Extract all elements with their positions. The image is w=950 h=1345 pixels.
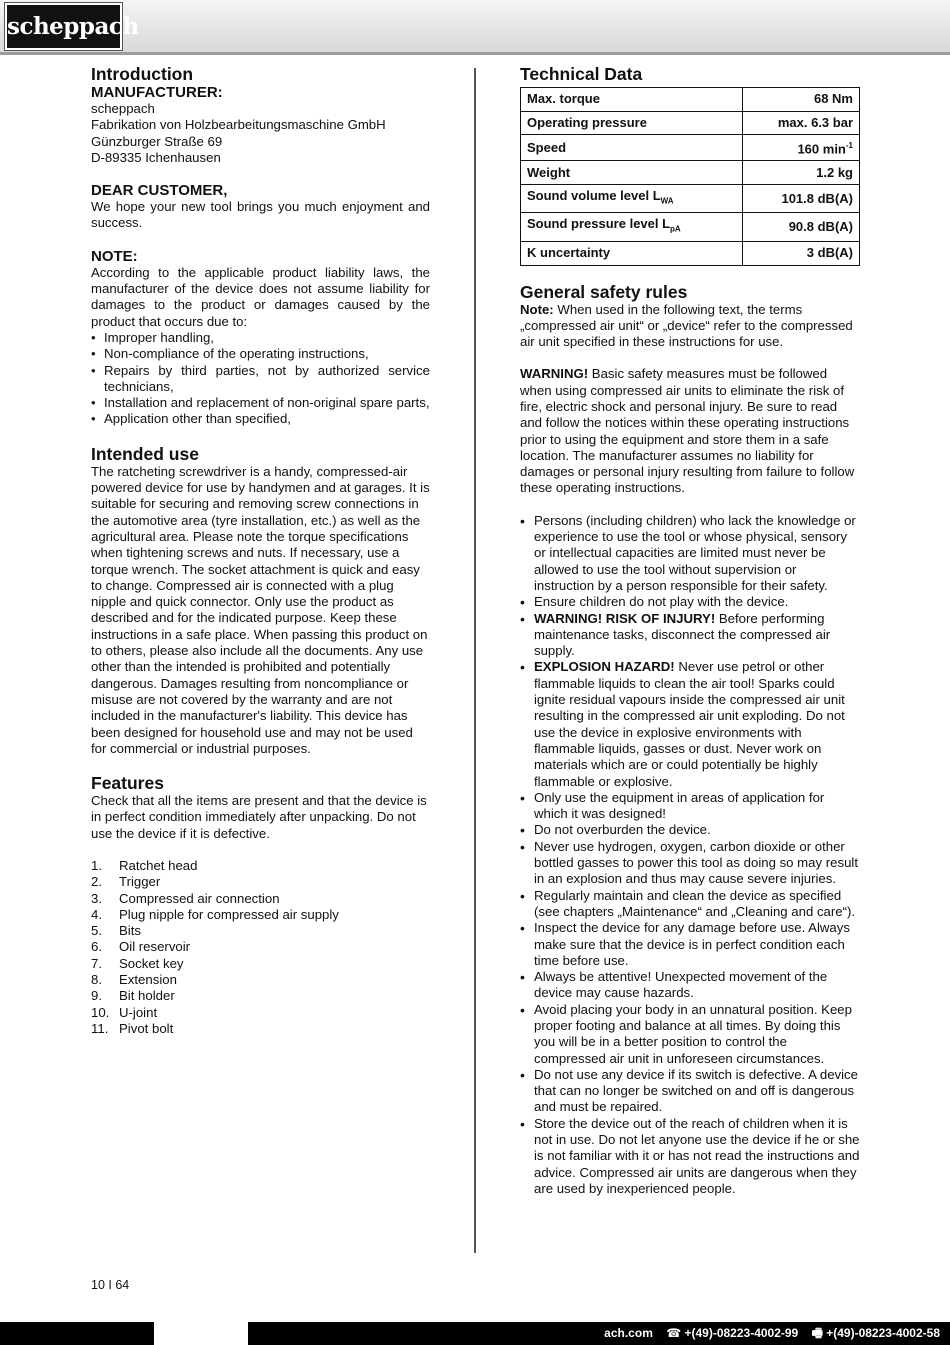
- safety-warning: WARNING! Basic safety measures must be followed when using compressed air units to eliminate the risk of fire, electric shock and personal injury. Be sure to read and follow the notices within these operating instructions prior to using the equipment and store them in a safe location. The manufacturer assumes no liability for damages or personal injury resulting from failure to follow these operating instructions.: [520, 366, 855, 496]
- features-text: Check that all the items are present and that the device is in perfect condition immediately after unpacking. Do not use the device if it is defective.: [91, 793, 427, 841]
- features-list: [91, 858, 430, 1037]
- table-row: Sound volume level $L_{WA}$ 101.8 dB(A): [521, 184, 860, 213]
- list-item: • Application other than specified,: [91, 411, 430, 427]
- list-item: 7. Socket key: [91, 955, 184, 971]
- scheppach-logo: [5, 3, 139, 50]
- technical-data-title: Technical Data: [520, 64, 643, 84]
- table-row: K uncertainty 3 dB(A): [521, 242, 860, 266]
- list-item: • Persons (including children) who lack the knowledge or experience to use the tool or whose physical, sensory or intellectual capacities are limited must never be allowed to use the tool without supervision or instruction by a person responsible for their safety.: [520, 513, 860, 594]
- liability-list: [91, 330, 430, 428]
- note-title: NOTE:: [91, 247, 138, 265]
- page-footer: [0, 1322, 950, 1345]
- list-item: • Repairs by third parties, not by authorized service technicians,: [91, 363, 430, 396]
- list-item: • WARNING! RISK OF INJURY! Before performing maintenance tasks, disconnect the compressed air supply.: [520, 611, 860, 660]
- list-item: 4. Plug nipple for compressed air supply: [91, 906, 339, 922]
- list-item: 1. Ratchet head: [91, 857, 198, 873]
- footer-fax: 🖷 +(49)-08223-4002-58: [811, 1326, 940, 1340]
- list-item: 8. Extension: [91, 972, 177, 988]
- safety-note: Note: When used in the following text, the terms „compressed air unit“ or „device“ refer to the compressed air unit specified in these instructions for use.: [520, 301, 853, 350]
- list-item: • Store the device out of the reach of children when it is not in use. Do not let anyone use the device if he or she is not familiar with it or has not read the instructions and advice. Compressed air units are dangerous when they are used by inexperienced people.: [520, 1116, 860, 1197]
- list-item: 6. Oil reservoir: [91, 939, 191, 955]
- list-item: 10. U-joint: [91, 1004, 158, 1020]
- column-divider: [474, 68, 476, 1253]
- address-line: Fabrikation von Holzbearbeitungsmaschine GmbH: [91, 117, 386, 133]
- introduction-title: Introduction: [91, 64, 194, 84]
- list-item: 3. Compressed air connection: [91, 890, 280, 906]
- list-item: • Regularly maintain and clean the device as specified (see chapters „Maintenance“ and „Cleaning and care“).: [520, 888, 860, 921]
- page-number: 10 I 64: [91, 1278, 130, 1292]
- list-item: • Installation and replacement of non-original spare parts,: [91, 395, 430, 411]
- list-item: • Only use the equipment in areas of application for which it was designed!: [520, 790, 860, 823]
- table-row: Max. torque 68 Nm: [521, 88, 860, 112]
- manufacturer-label: MANUFACTURER:: [91, 84, 223, 101]
- safety-list: [520, 513, 860, 1197]
- footer-phone: ☎ +(49)-08223-4002-99: [666, 1326, 799, 1340]
- list-item: • Do not overburden the device.: [520, 822, 860, 838]
- list-item: • Inspect the device for any damage before use. Always make sure that the device is in perfect condition each time before use.: [520, 920, 860, 969]
- dear-customer-title: DEAR CUSTOMER,: [91, 182, 228, 200]
- address-line: Günzburger Straße 69: [91, 133, 223, 149]
- features-title: Features: [91, 773, 164, 794]
- logo-text: scheppach: [7, 13, 139, 40]
- address-line: D-89335 Ichenhausen: [91, 149, 221, 165]
- list-item: • Ensure children do not play with the device.: [520, 594, 860, 610]
- intended-use-title: Intended use: [91, 443, 199, 464]
- list-item: 9. Bit holder: [91, 988, 175, 1004]
- list-item: • Improper handling,: [91, 330, 430, 346]
- table-row: Operating pressure max. 6.3 bar: [521, 111, 860, 135]
- list-item: • EXPLOSION HAZARD! Never use petrol or other flammable liquids to clean the air tool! Sparks could ignite residual vapours inside the compressed air unit resulting in the compressed air unit exploding. Do not use the device in explosive environments with flammable liquids, gasses or dust. Never work on materials which are or could potentially be highly flammable or explosive.: [520, 659, 860, 789]
- table-row: Weight 1.2 kg: [521, 161, 860, 185]
- list-item: • Avoid placing your body in an unnatural position. Keep proper footing and balance at all times. By doing this you will be in a better position to control the compressed air unit in unforeseen circumstances.: [520, 1002, 860, 1067]
- list-item: 2. Trigger: [91, 874, 161, 890]
- left-column: [91, 64, 430, 1037]
- list-item: • Do not use any device if its switch is defective. A device that can no longer be switched on and off is dangerous and must be repaired.: [520, 1067, 860, 1116]
- technical-data-table: [520, 87, 860, 266]
- address-line: scheppach: [91, 101, 155, 116]
- list-item: • Non-compliance of the operating instructions,: [91, 346, 430, 362]
- list-item: 11. Pivot bolt: [91, 1020, 174, 1036]
- right-column: [520, 64, 860, 1197]
- dear-customer-text: We hope your new tool brings you much enjoyment and success.: [91, 199, 430, 231]
- list-item: 5. Bits: [91, 923, 141, 939]
- footer-website[interactable]: ach.com: [604, 1326, 653, 1340]
- page-header: [0, 0, 950, 55]
- safety-rules-title: General safety rules: [520, 281, 688, 302]
- note-text: According to the applicable product liability laws, the manufacturer of the device does not assume liability for damages to the product or damages caused by the product that occurs due to:: [91, 264, 430, 329]
- table-row: Speed 160 $\min^{-1}$: [521, 135, 860, 161]
- list-item: • Never use hydrogen, oxygen, carbon dioxide or other bottled gasses to power this tool as doing so may result in an explosion and thus may cause severe injuries.: [520, 839, 860, 888]
- list-item: • Always be attentive! Unexpected movement of the device may cause hazards.: [520, 969, 860, 1002]
- intended-use-text: The ratcheting screwdriver is a handy, compressed-air powered device for use by handymen and at garages. It is suitable for securing and removing screw connections in the automotive area (tyre installation, etc.) as well as the agricultural area. Please note the torque specifications when tightening screws and nuts. If necessary, use a torque wrench. The socket attachment is quick and easy to change. Compressed air is connected with a plug nipple and quick connector. Only use the product as described and for the indicated purpose. Keep these instructions in a safe place. When passing this product on to others, please also include all the documents. Any use other than the intended is prohibited and potentially dangerous. Damages resulting from noncompliance or misuse are not covered by the warranty and are not included in the manufacturer's liability. This device has been designed for household use and may not be used for commercial or industrial purposes.: [91, 463, 430, 756]
- table-row: Sound pressure level $L_{pA}$ 90.8 dB(A): [521, 213, 860, 242]
